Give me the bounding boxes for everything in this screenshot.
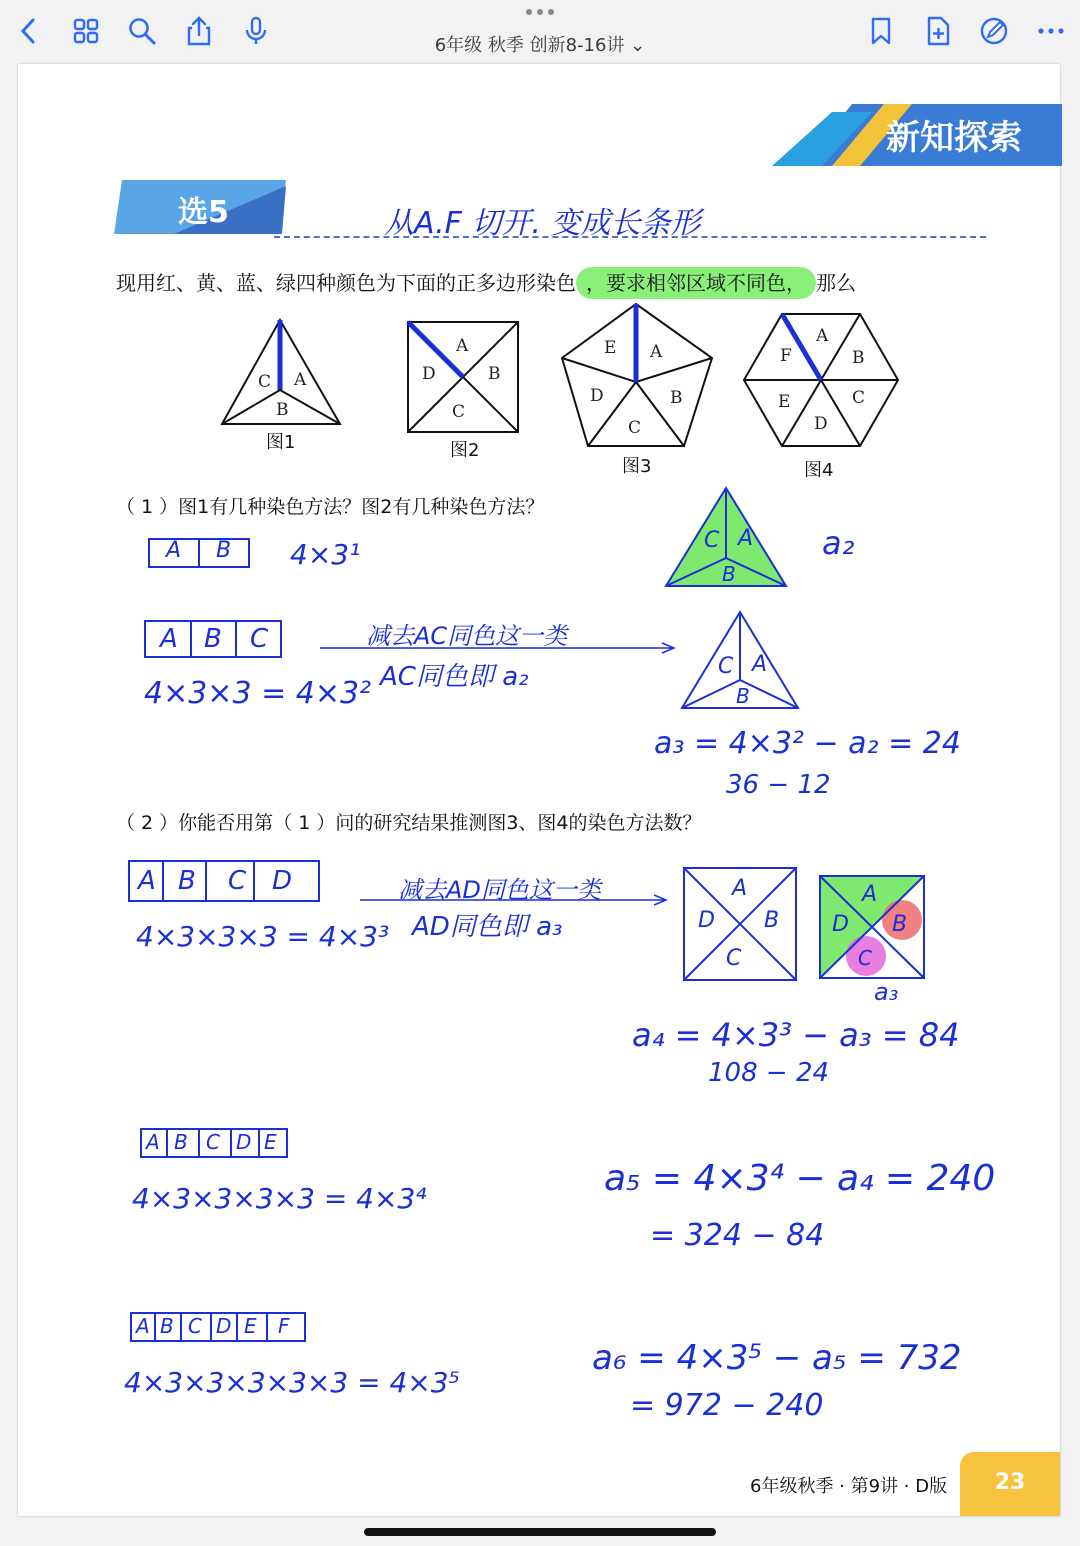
expr-abcde: 4×3×3×3×3 = 4×3⁴ (132, 1182, 427, 1215)
blue-sq-b: B (764, 908, 780, 933)
strip-abc-a: A (160, 624, 178, 654)
a4-calc: 108 − 24 (708, 1058, 830, 1088)
strip-abcdef-f: F (278, 1314, 290, 1338)
colored-sq-c: C (858, 946, 872, 970)
fig2-label-d: D (422, 364, 436, 384)
section-tag: 选5 (178, 195, 229, 230)
strip-abcde-b: B (174, 1130, 188, 1154)
strip-abcdef-c: C (188, 1314, 202, 1338)
blue-sq-a: A (732, 876, 748, 901)
a3-small-label: a₃ (874, 978, 899, 1006)
green-tri-c: C (704, 528, 720, 553)
fig4-label-f: F (780, 346, 792, 366)
a4-equation: a₄ = 4×3³ − a₃ = 84 (632, 1016, 960, 1054)
strip-abcd-b: B (178, 866, 196, 896)
question-2: （ 2 ）你能否用第（ 1 ）问的研究结果推测图3、图4的染色方法数？ (116, 812, 702, 834)
strip-abcde-a: A (146, 1130, 160, 1154)
more-icon[interactable] (1036, 16, 1066, 46)
problem-intro: 现用红、黄、蓝、绿四种颜色为下面的正多边形染色 (116, 271, 576, 295)
expr-abc: 4×3×3 = 4×3² (144, 676, 372, 711)
blue-tri-a: A (752, 652, 768, 677)
strip-abcdef-d: D (216, 1314, 232, 1338)
fig4-caption: 图4 (804, 460, 834, 481)
a3-equation: a₃ = 4×3² − a₂ = 24 (654, 726, 961, 761)
footer-text: 6年级秋季 · 第9讲 · D版 (750, 1476, 948, 1497)
add-page-icon[interactable] (923, 16, 953, 46)
window-grabber-icon[interactable] (525, 8, 555, 16)
expr-ab: 4×3¹ (290, 538, 361, 571)
fig1-caption: 图1 (266, 432, 296, 453)
arrow-1 (318, 640, 678, 656)
fig2-caption: 图2 (450, 440, 480, 461)
document-title[interactable]: 6年级 秋季 创新8-16讲 ⌄ (434, 35, 646, 56)
expr-abcd: 4×3×3×3 = 4×3³ (136, 920, 390, 953)
expr-abcdef: 4×3×3×3×3×3 = 4×3⁵ (124, 1366, 460, 1399)
problem-intro-end: 那么 (816, 271, 856, 295)
question-1: （ 1 ）图1有几种染色方法？图2有几种染色方法？ (116, 496, 545, 518)
fig4-label-e: E (778, 392, 791, 412)
strip-ab-b: B (216, 538, 232, 563)
strip-abcde-d: D (236, 1130, 252, 1154)
strip-abcd (128, 860, 322, 904)
colored-sq-b: B (892, 912, 908, 937)
fig1-label-c: C (258, 372, 272, 392)
strip-ab (148, 538, 252, 570)
page-number: 23 (994, 1470, 1026, 1495)
banner-title: 新知探索 (886, 118, 1022, 158)
markup-pen-icon[interactable] (979, 16, 1009, 46)
strip-abcde-c: C (206, 1130, 220, 1154)
blue-sq-c: C (726, 946, 742, 971)
fig1-label-b: B (276, 400, 289, 420)
blue-tri-c: C (718, 654, 734, 679)
strip-abcde-e: E (264, 1130, 277, 1154)
arrow1-note-1: 减去AC同色这一类 (366, 622, 568, 650)
fig4-label-c: C (852, 388, 866, 408)
fig3-label-b: B (670, 388, 683, 408)
green-tri-a: A (738, 526, 754, 551)
top-toolbar (0, 0, 1080, 62)
blue-sq-d: D (698, 908, 715, 933)
problem-statement (116, 266, 856, 300)
a6-equation: a₆ = 4×3⁵ − a₅ = 732 (592, 1338, 962, 1378)
a6-calc: = 972 − 240 (630, 1388, 824, 1423)
a2-label: a₂ (822, 524, 855, 562)
fig1-label-a: A (294, 370, 307, 390)
strip-abc-b: B (204, 624, 222, 654)
green-tri-b: B (722, 562, 736, 586)
fig2-label-c: C (452, 402, 466, 422)
a5-equation: a₅ = 4×3⁴ − a₄ = 240 (604, 1158, 996, 1199)
a3-calc: 36 − 12 (726, 770, 831, 800)
colored-sq-a: A (862, 882, 878, 907)
strip-ab-a: A (166, 538, 182, 563)
fig2-label-a: A (456, 336, 469, 356)
arrow2-note-2: AD同色即 a₃ (412, 912, 563, 942)
a5-calc: = 324 − 84 (650, 1218, 825, 1253)
strip-abcdef-b: B (160, 1314, 174, 1338)
bookmark-icon[interactable] (866, 16, 896, 46)
fig4-label-a: A (816, 326, 829, 346)
document-page (18, 64, 1060, 1516)
strip-abcd-a: A (138, 866, 156, 896)
home-indicator[interactable] (364, 1528, 716, 1536)
strip-abcdef-e: E (244, 1314, 257, 1338)
fig3-caption: 图3 (622, 456, 652, 477)
fig4-label-d: D (814, 414, 828, 434)
fig3-label-e: E (604, 338, 617, 358)
strip-abcd-c: C (228, 866, 247, 896)
fig3-label-d: D (590, 386, 604, 406)
highlighted-requirement: ，要求相邻区域不同色， (576, 267, 816, 299)
strip-abcdef-a: A (136, 1314, 150, 1338)
blue-tri-b: B (736, 684, 750, 708)
fig3-label-a: A (650, 342, 663, 362)
strip-abcd-d: D (272, 866, 293, 896)
arrow2-note-1: 减去AD同色这一类 (398, 876, 601, 904)
colored-sq-d: D (832, 912, 849, 937)
arrow1-note-2: AC同色即 a₂ (380, 662, 529, 692)
handwritten-note-cut: 从A.F 切开. 变成长条形 (384, 206, 701, 241)
fig2-label-b: B (488, 364, 501, 384)
fig3-label-c: C (628, 418, 642, 438)
strip-abc-c: C (250, 624, 269, 654)
fig4-label-b: B (852, 348, 865, 368)
